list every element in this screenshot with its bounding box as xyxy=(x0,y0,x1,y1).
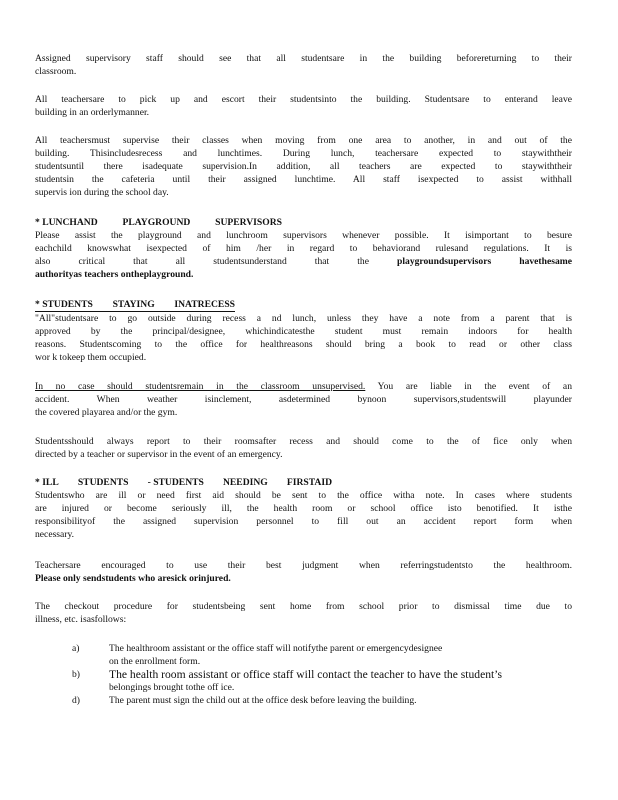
text-line: necessary. xyxy=(35,529,75,541)
paragraph-supervise-classes xyxy=(35,134,572,199)
heading-word: * ILL xyxy=(35,477,59,488)
heading-word: NEEDING xyxy=(222,477,268,488)
bold-text-line: Please only sendstudents who aresick orinjured. xyxy=(35,573,231,585)
paragraph-best-judgment xyxy=(35,559,572,585)
text-line: responsibilityof the assigned supervision personnel to fill out an accident report form when xyxy=(35,516,572,528)
section-students-staying-in xyxy=(35,298,572,364)
paragraph-supervisory-staff xyxy=(35,52,572,78)
section-heading-lunch xyxy=(35,216,282,229)
list-item-text: The health room assistant or office staff will contact the teacher to have the student’s xyxy=(109,668,502,682)
text-line: approved by the principal/designee, whichindicatesthe student must remain indoors for health xyxy=(35,326,572,338)
text-line xyxy=(35,380,572,393)
text-line: "All"studentsare to go outside during recess a nd lunch, unless they have a note from a parent that is xyxy=(35,313,572,325)
list-item-continuation: on the enrollment form. xyxy=(109,656,201,668)
heading-word: SUPERVISORS xyxy=(215,217,282,228)
text-line: are injured or become seriously ill, the health room or school office isto benotified. It isthe xyxy=(35,503,572,515)
checkout-steps-list xyxy=(72,642,577,707)
text-line: Studentswho are ill or need first aid should be sent to the office witha note. In cases where students xyxy=(35,490,572,502)
list-item xyxy=(72,642,577,655)
list-marker: d) xyxy=(72,695,80,707)
paragraph-no-unsupervised xyxy=(35,380,572,419)
paragraph-checkout-procedure xyxy=(35,600,572,626)
underlined-text-run: In no case should studentsremain in the classroom unsupervised. xyxy=(35,381,366,392)
text-run: You are liable in the event of an xyxy=(377,381,572,392)
list-item-text: The parent must sign the child out at the office desk before leaving the building. xyxy=(109,695,417,707)
heading-word: STUDENTS xyxy=(77,477,129,488)
list-item-text: The healthroom assistant or the office staff will notifythe parent or emergencydesignee xyxy=(109,643,443,654)
section-heading-recess xyxy=(35,298,235,312)
list-item xyxy=(72,668,577,681)
text-line: reasons. Studentscoming to the office for healthreasons should bring a book to read or other class xyxy=(35,339,572,351)
text-line: The checkout procedure for studentsbeing sent home from school prior to dismissal time due to xyxy=(35,601,572,612)
text-line: studentsin the cafeteria until their assigned lunchtime. All staff isexpected to assist withhall xyxy=(35,174,572,186)
section-ill-students xyxy=(35,476,572,541)
text-line: All teachersmust supervise their classes when moving from one area to another, in and out of the xyxy=(35,135,572,146)
text-line: All teachersare to pick up and escort their studentsinto the building. Studentsare to enterand leave xyxy=(35,94,572,105)
text-line: classroom. xyxy=(35,66,77,78)
paragraph-report-rooms xyxy=(35,435,572,461)
text-line: wor k tokeep them occupied. xyxy=(35,352,147,364)
heading-word: INATRECESS xyxy=(174,299,235,310)
heading-word: FIRSTAID xyxy=(286,477,332,488)
text-line: eachchild knowswhat isexpected of him /her in regard to behaviorand rulesand regulations. It is xyxy=(35,243,572,255)
heading-word: STAYING xyxy=(112,299,155,310)
bold-text-line: authorityas teachers ontheplayground. xyxy=(35,269,194,281)
text-line: building. Thisincludesrecess and lunchtimes. During lunch, teachersare expected to staywiththeir xyxy=(35,148,572,160)
text-run: also critical that all studentsunderstand that the xyxy=(35,256,369,268)
bold-text-run: playgroundsupervisors havethesame xyxy=(397,256,572,268)
text-line: Teachersare encouraged to use their best judgment when referringstudentsto the healthroom. xyxy=(35,560,572,571)
text-line: Please assist the playground and lunchroom supervisors whenever possible. It isimportant to besure xyxy=(35,230,572,242)
paragraph-escort-students xyxy=(35,93,572,119)
section-heading-ill xyxy=(35,476,332,489)
text-line: illness, etc. isasfollows: xyxy=(35,614,127,626)
list-marker: a) xyxy=(72,643,80,654)
text-line: supervis ion during the school day. xyxy=(35,187,169,199)
heading-word: - STUDENTS xyxy=(147,477,204,488)
text-line: studentsuntil there isadequate supervision.In addition, all teachers are expected to staywiththeir xyxy=(35,161,572,173)
section-lunch-playground xyxy=(35,216,572,281)
list-marker: b) xyxy=(72,669,80,681)
text-line: building in an orderlymanner. xyxy=(35,107,150,119)
heading-word: PLAYGROUND xyxy=(122,217,191,228)
text-line: Assigned supervisory staff should see that all studentsare in the building beforereturning to their xyxy=(35,53,572,64)
text-line: Studentsshould always report to their roomsafter recess and should come to the of fice only when xyxy=(35,436,572,447)
list-item-continuation: belongings brought tothe off ice. xyxy=(109,682,235,694)
heading-word: * STUDENTS xyxy=(35,299,93,310)
text-line: accident. When weather isinclement, asdetermined bynoon supervisors,studentswill playunder xyxy=(35,394,572,406)
text-line xyxy=(35,255,572,268)
text-line: the covered playarea and/or the gym. xyxy=(35,407,178,419)
heading-word: * LUNCHAND xyxy=(35,217,98,228)
list-item xyxy=(72,694,577,707)
text-line: directed by a teacher or supervisor in the event of an emergency. xyxy=(35,449,283,461)
